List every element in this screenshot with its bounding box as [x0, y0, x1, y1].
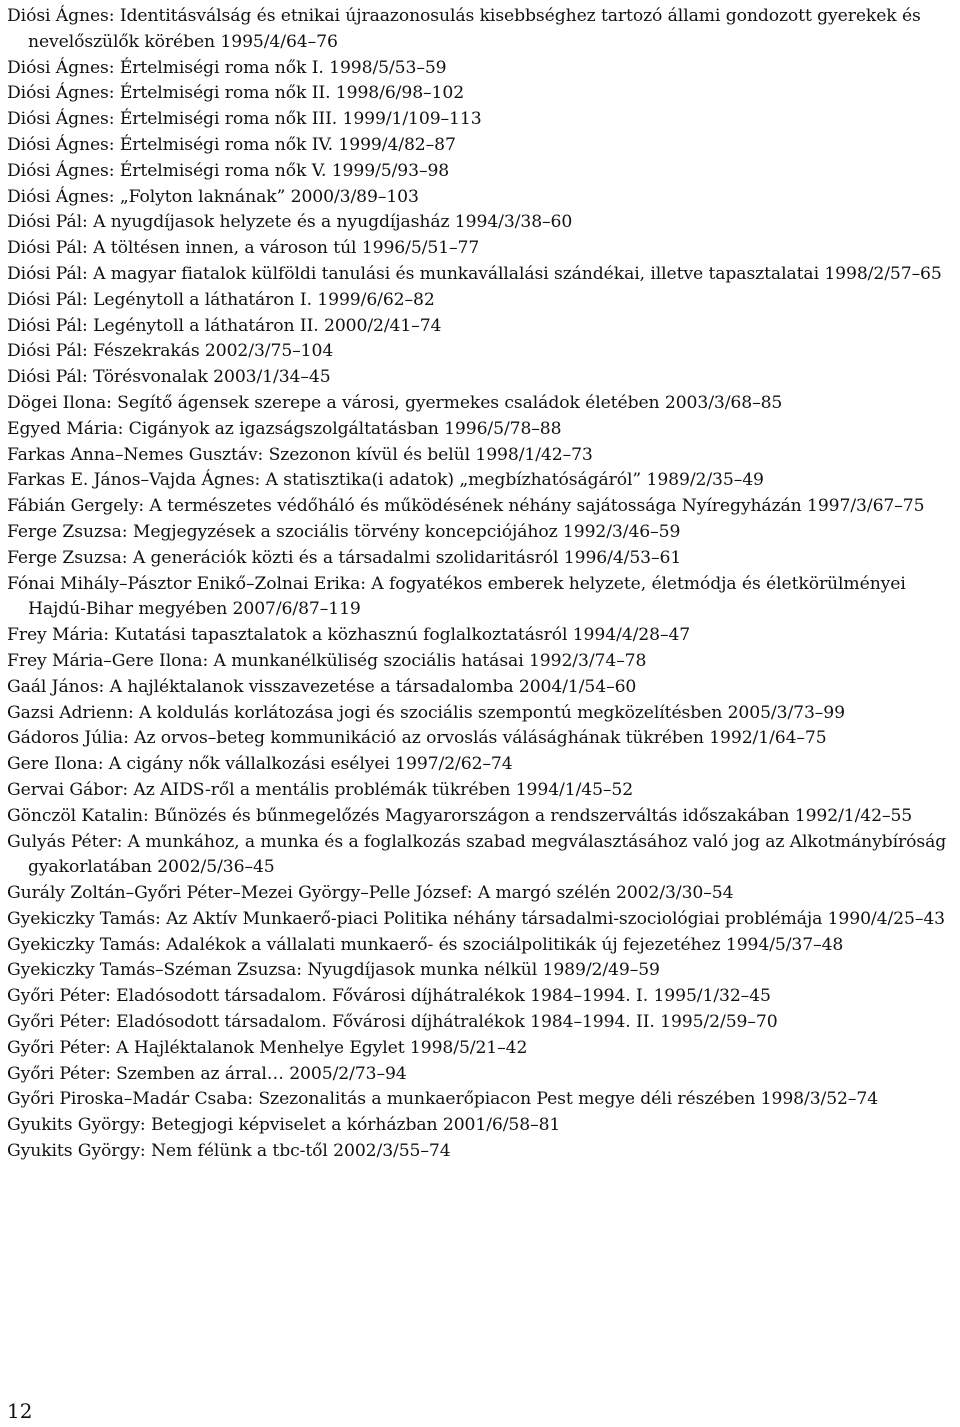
bibliography-entry: Gyekiczky Tamás: Az Aktív Munkaerő-piaci Politika néhány társadalmi-szociológiai problémája 1990/4/25–43: [7, 908, 945, 929]
bibliography-entry: Diósi Ágnes: Értelmiségi roma nők V. 1999/5/93–98: [7, 160, 450, 181]
bibliography-entry: Diósi Ágnes: Értelmiségi roma nők II. 1998/6/98–102: [7, 83, 465, 104]
bibliography-entry: Győri Péter: Eladósodott társadalom. Fővárosi díjhátralékok 1984–1994. II. 1995/2/59–70: [7, 1012, 778, 1033]
bibliography-entry: Gyekiczky Tamás: Adalékok a vállalati munkaerő- és szociálpolitikák új fejezetéhez 1994/5/37–48: [7, 934, 844, 955]
bibliography-entry: Diósi Ágnes: Értelmiségi roma nők III. 1999/1/109–113: [7, 109, 482, 130]
bibliography-entry: Gere Ilona: A cigány nők vállalkozási esélyei 1997/2/62–74: [7, 754, 513, 775]
bibliography-entry: Diósi Pál: A nyugdíjasok helyzete és a nyugdíjasház 1994/3/38–60: [7, 212, 573, 233]
bibliography-entry: Gyukits György: Betegjogi képviselet a kórházban 2001/6/58–81: [7, 1115, 561, 1136]
bibliography-entry: Diósi Pál: Fészekrakás 2002/3/75–104: [7, 341, 334, 362]
bibliography-entry: Frey Mária–Gere Ilona: A munkanélküliség szociális hatásai 1992/3/74–78: [7, 650, 647, 671]
bibliography-entry: Diósi Ágnes: Értelmiségi roma nők I. 1998/5/53–59: [7, 57, 447, 78]
bibliography-list: [7, 4, 957, 1165]
bibliography-entry: Diósi Ágnes: „Folyton laknának” 2000/3/89–103: [7, 186, 419, 207]
bibliography-entry: Ferge Zsuzsa: Megjegyzések a szociális törvény koncepciójához 1992/3/46–59: [7, 521, 681, 542]
bibliography-entry: Diósi Pál: A töltésen innen, a városon túl 1996/5/51–77: [7, 238, 480, 259]
bibliography-entry: Diósi Ágnes: Értelmiségi roma nők IV. 1999/4/82–87: [7, 134, 456, 155]
bibliography-entry: Egyed Mária: Cigányok az igazságszolgáltatásban 1996/5/78–88: [7, 418, 562, 439]
bibliography-entry: Gazsi Adrienn: A koldulás korlátozása jogi és szociális szempontú megközelítésben 2005/3/73–99: [7, 702, 845, 723]
bibliography-entry: Gádoros Júlia: Az orvos–beteg kommunikáció az orvoslás válásághának tükrében 1992/1/64–75: [7, 728, 827, 749]
bibliography-entry: Diósi Ágnes: Identitásválság és etnikai újraazonosulás kisebbséghez tartozó állami gondozott gyerekek és nevelőszülők körében 1995/4/64–76: [7, 6, 921, 52]
bibliography-entry: Fónai Mihály–Pásztor Enikő–Zolnai Erika: A fogyatékos emberek helyzete, életmódja és életkörülményei Hajdú-Bihar megyében 2007/6/87–119: [7, 573, 906, 620]
bibliography-entry: Győri Piroska–Madár Csaba: Szezonalitás a munkaerőpiacon Pest megye déli részében 1998/3/52–74: [7, 1089, 879, 1110]
bibliography-entry: Gönczöl Katalin: Bűnözés és bűnmegelőzés Magyarországon a rendszerváltás időszakában 1992/1/42–55: [7, 805, 913, 826]
bibliography-entry: Gervai Gábor: Az AIDS-ről a mentális problémák tükrében 1994/1/45–52: [7, 779, 634, 800]
bibliography-entry: Fábián Gergely: A természetes védőháló és működésének néhány sajátossága Nyíregyházán 1997/3/67–75: [7, 496, 925, 517]
bibliography-entry: Győri Péter: Szemben az árral… 2005/2/73–94: [7, 1063, 407, 1084]
bibliography-entry: Győri Péter: Eladósodott társadalom. Fővárosi díjhátralékok 1984–1994. I. 1995/1/32–45: [7, 986, 771, 1007]
bibliography-entry: Diósi Pál: A magyar fiatalok külföldi tanulási és munkavállalási szándékai, illetve tapasztalatai 1998/2/57–65: [7, 263, 942, 284]
bibliography-entry: Farkas Anna–Nemes Gusztáv: Szezonon kívül és belül 1998/1/42–73: [7, 444, 593, 465]
bibliography-entry: Gulyás Péter: A munkához, a munka és a foglalkozás szabad megválasztásához való jog az Alkotmánybíróság gyakorlatában 2002/5/36–45: [7, 831, 947, 878]
bibliography-entry: Dögei Ilona: Segítő ágensek szerepe a városi, gyermekes családok életében 2003/3/68–85: [7, 392, 783, 413]
bibliography-entry: Gyukits György: Nem félünk a tbc-től 2002/3/55–74: [7, 1141, 451, 1162]
bibliography-entry: Győri Péter: A Hajléktalanok Menhelye Egylet 1998/5/21–42: [7, 1037, 528, 1058]
page-number: 12: [7, 1399, 33, 1423]
bibliography-entry: Diósi Pál: Legénytoll a láthatáron II. 2000/2/41–74: [7, 315, 442, 336]
bibliography-entry: Gaál János: A hajléktalanok visszavezetése a társadalomba 2004/1/54–60: [7, 676, 637, 697]
bibliography-entry: Frey Mária: Kutatási tapasztalatok a közhasznú foglalkoztatásról 1994/4/28–47: [7, 625, 691, 646]
bibliography-entry: Gyekiczky Tamás–Széman Zsuzsa: Nyugdíjasok munka nélkül 1989/2/49–59: [7, 960, 660, 981]
bibliography-entry: Diósi Pál: Legénytoll a láthatáron I. 1999/6/62–82: [7, 289, 435, 310]
bibliography-entry: Diósi Pál: Törésvonalak 2003/1/34–45: [7, 367, 331, 388]
bibliography-entry: Ferge Zsuzsa: A generációk közti és a társadalmi szolidaritásról 1996/4/53–61: [7, 547, 682, 568]
bibliography-entry: Gurály Zoltán–Győri Péter–Mezei György–Pelle József: A margó szélén 2002/3/30–54: [7, 883, 734, 904]
bibliography-entry: Farkas E. János–Vajda Ágnes: A statisztika(i adatok) „megbízhatóságáról” 1989/2/35–49: [7, 470, 764, 491]
